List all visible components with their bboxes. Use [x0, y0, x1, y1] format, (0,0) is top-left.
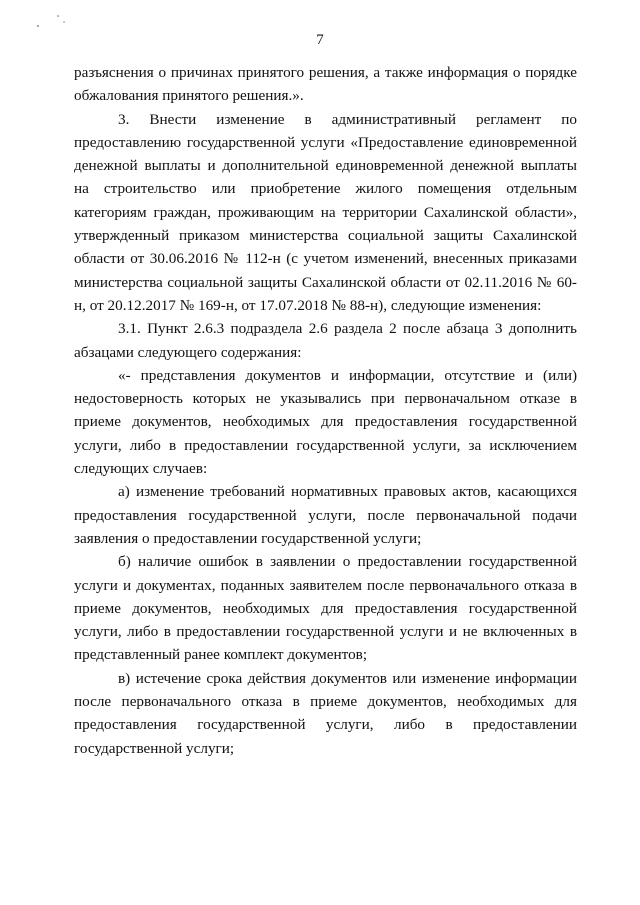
- paragraph-4: «- представления документов и информации, отсутствие и (или) недостоверность которых не указывались при первоначальном отказе в приеме документов, необходимых для предоставления государственной услуги, либо в предоставлении государственной услуги, за исключением следующих случаев:: [74, 366, 577, 478]
- paragraph-5: а) изменение требований нормативных правовых актов, касающихся предоставления государственной услуги, после первоначальной подачи заявления о предоставлении государственной услуги;: [74, 483, 577, 547]
- paragraph-2: 3. Внести изменение в административный регламент по предоставлению государственной услуги «Предоставление единовременной денежной выплаты и дополнительной единовременной денежной выплаты на строительство или приобретение жилого помещения отдельным категориям граждан, проживающим на территории Сахалинской области», утвержденный приказом министерства социальной защиты Сахалинской области от 30.06.2016 № 112-н (с учетом изменений, внесенных приказами министерства социальной защиты Сахалинской области от 02.11.2016 № 60-н, от 20.12.2017 № 169-н, от 17.07.2018 № 88-н), следующие изменения:: [74, 110, 577, 314]
- paragraph-6: б) наличие ошибок в заявлении о предоставлении государственной услуги и документах, поданных заявителем после первоначального отказа в приеме документов, необходимых для предоставления государственной услуги, либо в предоставлении государственной услуги и не включенных в представленный ранее комплект документов;: [74, 553, 577, 664]
- paragraph-7: в) истечение срока действия документов или изменение информации после первоначального отказа в приеме документов, необходимых для предоставления государственной услуги, либо в предоставлении государственной услуги;: [74, 669, 577, 757]
- paragraph-3: 3.1. Пункт 2.6.3 подраздела 2.6 раздела 2 после абзаца 3 дополнить абзацами следующего содержания:: [74, 320, 577, 361]
- document-body: [74, 61, 577, 760]
- page-number: 7: [316, 32, 324, 48]
- paragraph-1: разъяснения о причинах принятого решения, а также информация о порядке обжалования принятого решения.».: [74, 64, 577, 105]
